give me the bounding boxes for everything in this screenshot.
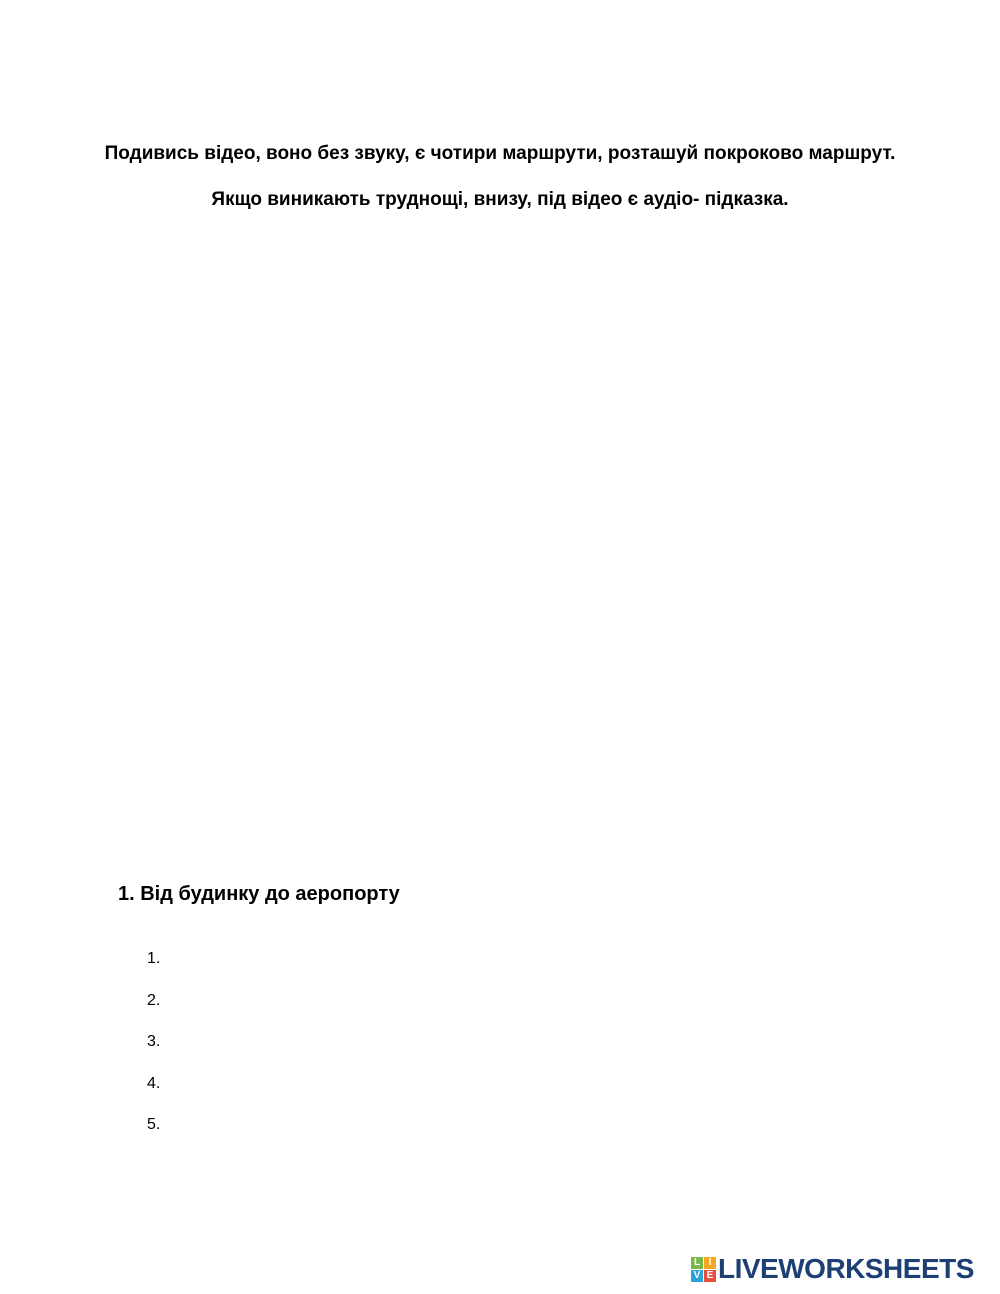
list-item: [147, 990, 747, 1032]
logo-badge-letter: I: [704, 1257, 716, 1269]
list-item: [147, 948, 747, 990]
liveworksheets-logo[interactable]: [691, 1254, 974, 1284]
instruction-line-2: Якщо виникають труднощі, внизу, під відео є аудіо- підказка.: [211, 189, 789, 210]
logo-badge-letter: L: [691, 1257, 703, 1269]
step-answer-input[interactable]: [171, 948, 747, 972]
list-item: [147, 1031, 747, 1073]
step-answer-input[interactable]: [171, 1031, 747, 1055]
list-item: [147, 1114, 747, 1156]
step-number: 3.: [147, 1033, 161, 1050]
step-number: 5.: [147, 1116, 161, 1133]
step-number: 2.: [147, 991, 161, 1009]
step-answer-input[interactable]: [171, 1073, 747, 1097]
instruction-line-1: Подивись відео, воно без звуку, є чотири маршрути, розташуй покроково маршрут.: [104, 143, 896, 164]
step-number: 1.: [147, 950, 161, 967]
section-title: 1. Від будинку до аеропорту: [118, 883, 400, 905]
logo-text: LIVEWORKSHEETS: [718, 1253, 974, 1284]
step-number: 4.: [147, 1074, 161, 1092]
logo-badge-letter: V: [691, 1270, 703, 1282]
step-answer-input[interactable]: [171, 990, 747, 1014]
video-placeholder[interactable]: [100, 240, 900, 840]
logo-badge-icon: [691, 1257, 716, 1282]
list-item: [147, 1073, 747, 1115]
step-answer-input[interactable]: [171, 1114, 747, 1138]
steps-list: [147, 948, 747, 1156]
logo-badge-letter: E: [704, 1270, 716, 1282]
